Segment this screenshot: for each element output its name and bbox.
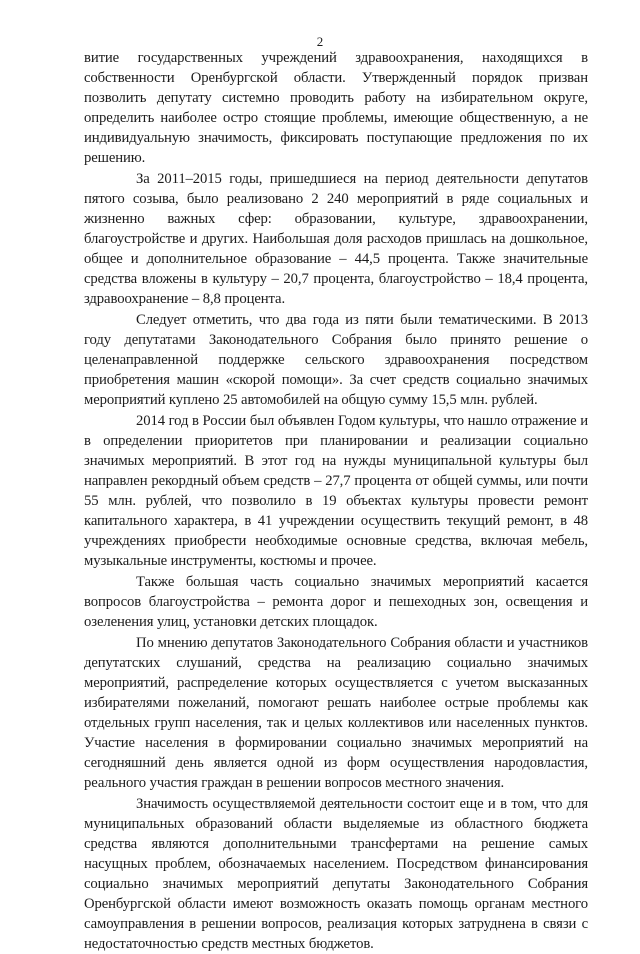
paragraph-improvement: Также большая часть социально значимых мероприятий касается вопросов благоустройства – ремонта дорог и пешеходных зон, освещения и озеленения улиц, установки детских площадок. (84, 574, 588, 630)
body-text (84, 48, 588, 954)
paragraph-thematic-years: Следует отметить, что два года из пяти были тематическими. В 2013 году депутатами Законодательного Собрания было принято решение о целенаправленной поддержке сельского здравоохранения посредством приобретения машин «скорой помощи». За счет средств социально значимых мероприятий куплено 25 автомобилей на общую сумму 15,5 млн. рублей. (84, 312, 588, 408)
page-number: 2 (316, 34, 324, 49)
paragraph-year-of-culture: 2014 год в России был объявлен Годом культуры, что нашло отражение и в определении приоритетов при планировании и реализации социально значимых мероприятий. В этот год на нужды муниципальной культуры был направлен рекордный объем средств – 27,7 процента от общей суммы, или почти 55 млн. рублей, что позволило в 19 объектах культуры провести ремонт капитального характера, в 41 учреждении осуществить текущий ремонт, в 48 учреждениях приобрести необходимые основные средства, включая мебель, музыкальные инструменты, костюмы и прочее. (84, 413, 588, 569)
paragraph-results-2011-2015: За 2011–2015 годы, пришедшиеся на период деятельности депутатов пятого созыва, было реализовано 2 240 мероприятий в ряде социальных и жизненно важных сфер: образовании, культуре, здравоохранении, благоустройстве и других. Наибольшая доля расходов пришлась на дошкольное, общее и дополнительное образование – 44,5 процента. Также значительные средства вложены в культуру – 20,7 процента, благоустройство – 18,4 процента, здравоохранение – 8,8 процента. (84, 171, 588, 307)
paragraph-significance: Значимость осуществляемой деятельности состоит еще и в том, что для муниципальных образований области выделяемые из областного бюджета средства являются дополнительными трансфертами на решение самых насущных проблем, обозначаемых населением. Посредством финансирования социально значимых мероприятий депутаты Законодательного Собрания Оренбургской области имеют возможность оказать помощь органам местного самоуправления в решении вопросов, реализация которых затруднена в связи с недостаточностью средств местных бюджетов. (84, 796, 588, 952)
paragraph-continuation: витие государственных учреждений здравоохранения, находящихся в собственности Оренбургской области. Утвержденный порядок призван позволить депутату системно проводить работу на избирательном округе, определить наиболее остро стоящие проблемы, имеющие общественную, а не индивидуальную значимость, фиксировать поступающие предложения по их решению. (84, 50, 588, 166)
paragraph-deputies-opinion: По мнению депутатов Законодательного Собрания области и участников депутатских слушаний, средства на реализацию социально значимых мероприятий, распределение которых осуществляется с учетом высказанных избирателями пожеланий, помогают решать наиболее острые проблемы как отдельных групп населения, так и целых коллективов или населенных пунктов. Участие населения в формировании социально значимых мероприятий на сегодняшний день является одной из форм осуществления народовластия, реального участия граждан в решении вопросов местного значения. (84, 635, 588, 791)
